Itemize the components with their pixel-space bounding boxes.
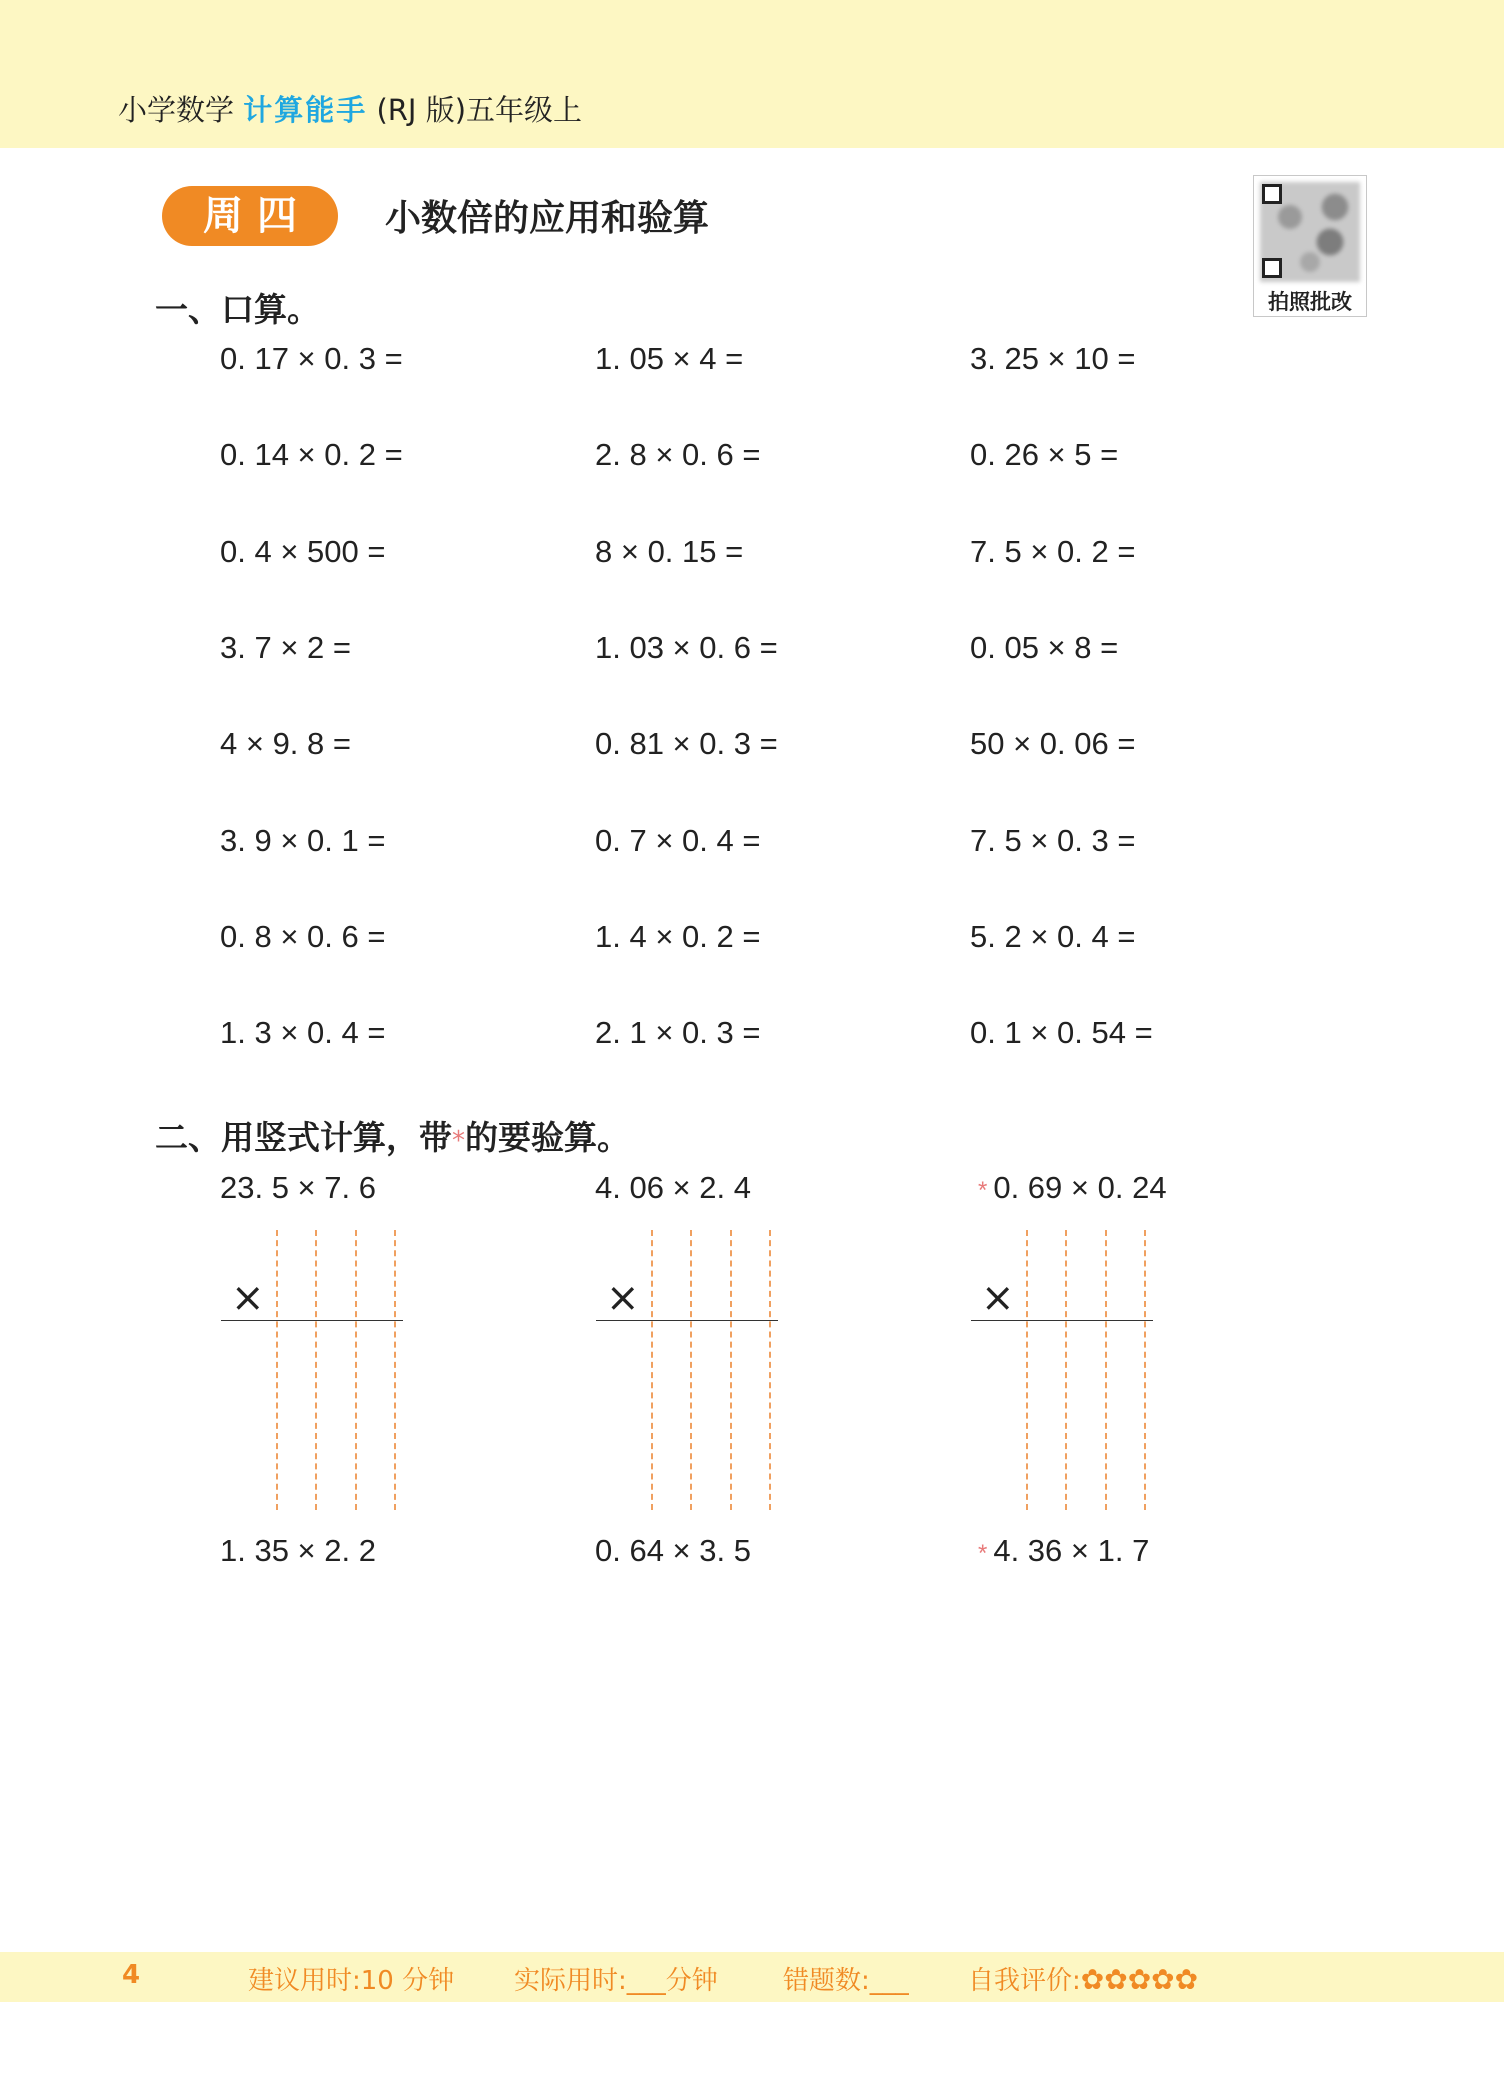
oral-problem: 0. 7 × 0. 4 = [595,823,761,858]
qr-label: 拍照批改 [1268,290,1352,314]
actual-time: 实际用时:___分钟 [514,1966,718,1996]
column-guide [690,1230,692,1510]
self-evaluation-label: 自我评价: [968,1966,1081,1996]
error-count: 错题数:___ [783,1966,909,1996]
vertical-problem: 1. 35 × 2. 2 [220,1533,376,1568]
oral-problem: 50 × 0. 06 = [970,726,1136,761]
page-number: 4 [122,1960,141,1990]
section2-title [155,1112,630,1159]
column-guide [1065,1230,1067,1510]
vertical-problem: 0. 64 × 3. 5 [595,1533,751,1568]
asterisk-icon: * [978,1177,988,1204]
oral-problem: 0. 1 × 0. 54 = [970,1015,1153,1050]
oral-problem: 0. 05 × 8 = [970,630,1119,665]
column-guide [394,1230,396,1510]
oral-problem: 2. 1 × 0. 3 = [595,1015,761,1050]
self-evaluation [968,1960,1198,1997]
column-guide [315,1230,317,1510]
oral-problem: 7. 5 × 0. 3 = [970,823,1136,858]
vertical-problem-text: 4. 36 × 1. 7 [993,1533,1150,1568]
section2-title-after: 的要验算。 [465,1118,630,1157]
vertical-calc-workspace[interactable] [221,1230,406,1510]
oral-problem: 3. 9 × 0. 1 = [220,823,386,858]
vertical-problem-starred [978,1533,1149,1569]
oral-problem: 5. 2 × 0. 4 = [970,919,1136,954]
section2-title-before: 二、用竖式计算，带 [155,1118,452,1157]
book-prefix: 小学数学 [118,93,235,127]
book-title [118,88,582,129]
section1-title: 一、口算。 [155,290,320,329]
week-badge: 周四 [162,186,338,246]
column-guide [651,1230,653,1510]
oral-problem: 0. 14 × 0. 2 = [220,437,403,472]
footer-band [0,1952,1504,2002]
oral-problem: 1. 05 × 4 = [595,341,744,376]
vertical-problem: 4. 06 × 2. 4 [595,1170,751,1205]
vertical-calc-workspace[interactable] [971,1230,1156,1510]
calc-underline [221,1320,403,1321]
book-suffix: (RJ 版)五年级上 [376,93,583,127]
multiply-sign: × [606,1275,640,1321]
multiply-sign: × [981,1275,1015,1321]
oral-problem: 1. 4 × 0. 2 = [595,919,761,954]
book-brand: 计算能手 [243,93,368,127]
asterisk-icon: * [452,1126,465,1156]
vertical-problem: 23. 5 × 7. 6 [220,1170,376,1205]
column-guide [730,1230,732,1510]
oral-problem: 0. 4 × 500 = [220,534,386,569]
oral-problem: 1. 3 × 0. 4 = [220,1015,386,1050]
oral-problem: 3. 25 × 10 = [970,341,1136,376]
oral-problem: 0. 8 × 0. 6 = [220,919,386,954]
qr-finder-icon [1262,258,1282,278]
column-guide [276,1230,278,1510]
vertical-calc-workspace[interactable] [596,1230,781,1510]
asterisk-icon: * [978,1540,988,1567]
oral-problem: 8 × 0. 15 = [595,534,744,569]
multiply-sign: × [231,1275,265,1321]
qr-code-card[interactable] [1253,175,1367,317]
oral-problem: 0. 26 × 5 = [970,437,1119,472]
oral-problem: 2. 8 × 0. 6 = [595,437,761,472]
column-guide [1026,1230,1028,1510]
oral-problem: 0. 17 × 0. 3 = [220,341,403,376]
column-guide [769,1230,771,1510]
oral-problem: 0. 81 × 0. 3 = [595,726,778,761]
oral-problem: 1. 03 × 0. 6 = [595,630,778,665]
oral-problem: 3. 7 × 2 = [220,630,351,665]
oral-problem: 4 × 9. 8 = [220,726,351,761]
column-guide [1105,1230,1107,1510]
calc-underline [596,1320,778,1321]
qr-finder-icon [1262,184,1282,204]
column-guide [1144,1230,1146,1510]
calc-underline [971,1320,1153,1321]
flower-rating-icon[interactable]: ✿✿✿✿✿ [1080,1963,1199,1996]
vertical-problem-text: 0. 69 × 0. 24 [993,1170,1167,1205]
vertical-problem-starred [978,1170,1167,1206]
lesson-topic: 小数倍的应用和验算 [385,198,710,239]
suggested-time: 建议用时:10 分钟 [248,1966,455,1996]
column-guide [355,1230,357,1510]
oral-problem: 7. 5 × 0. 2 = [970,534,1136,569]
